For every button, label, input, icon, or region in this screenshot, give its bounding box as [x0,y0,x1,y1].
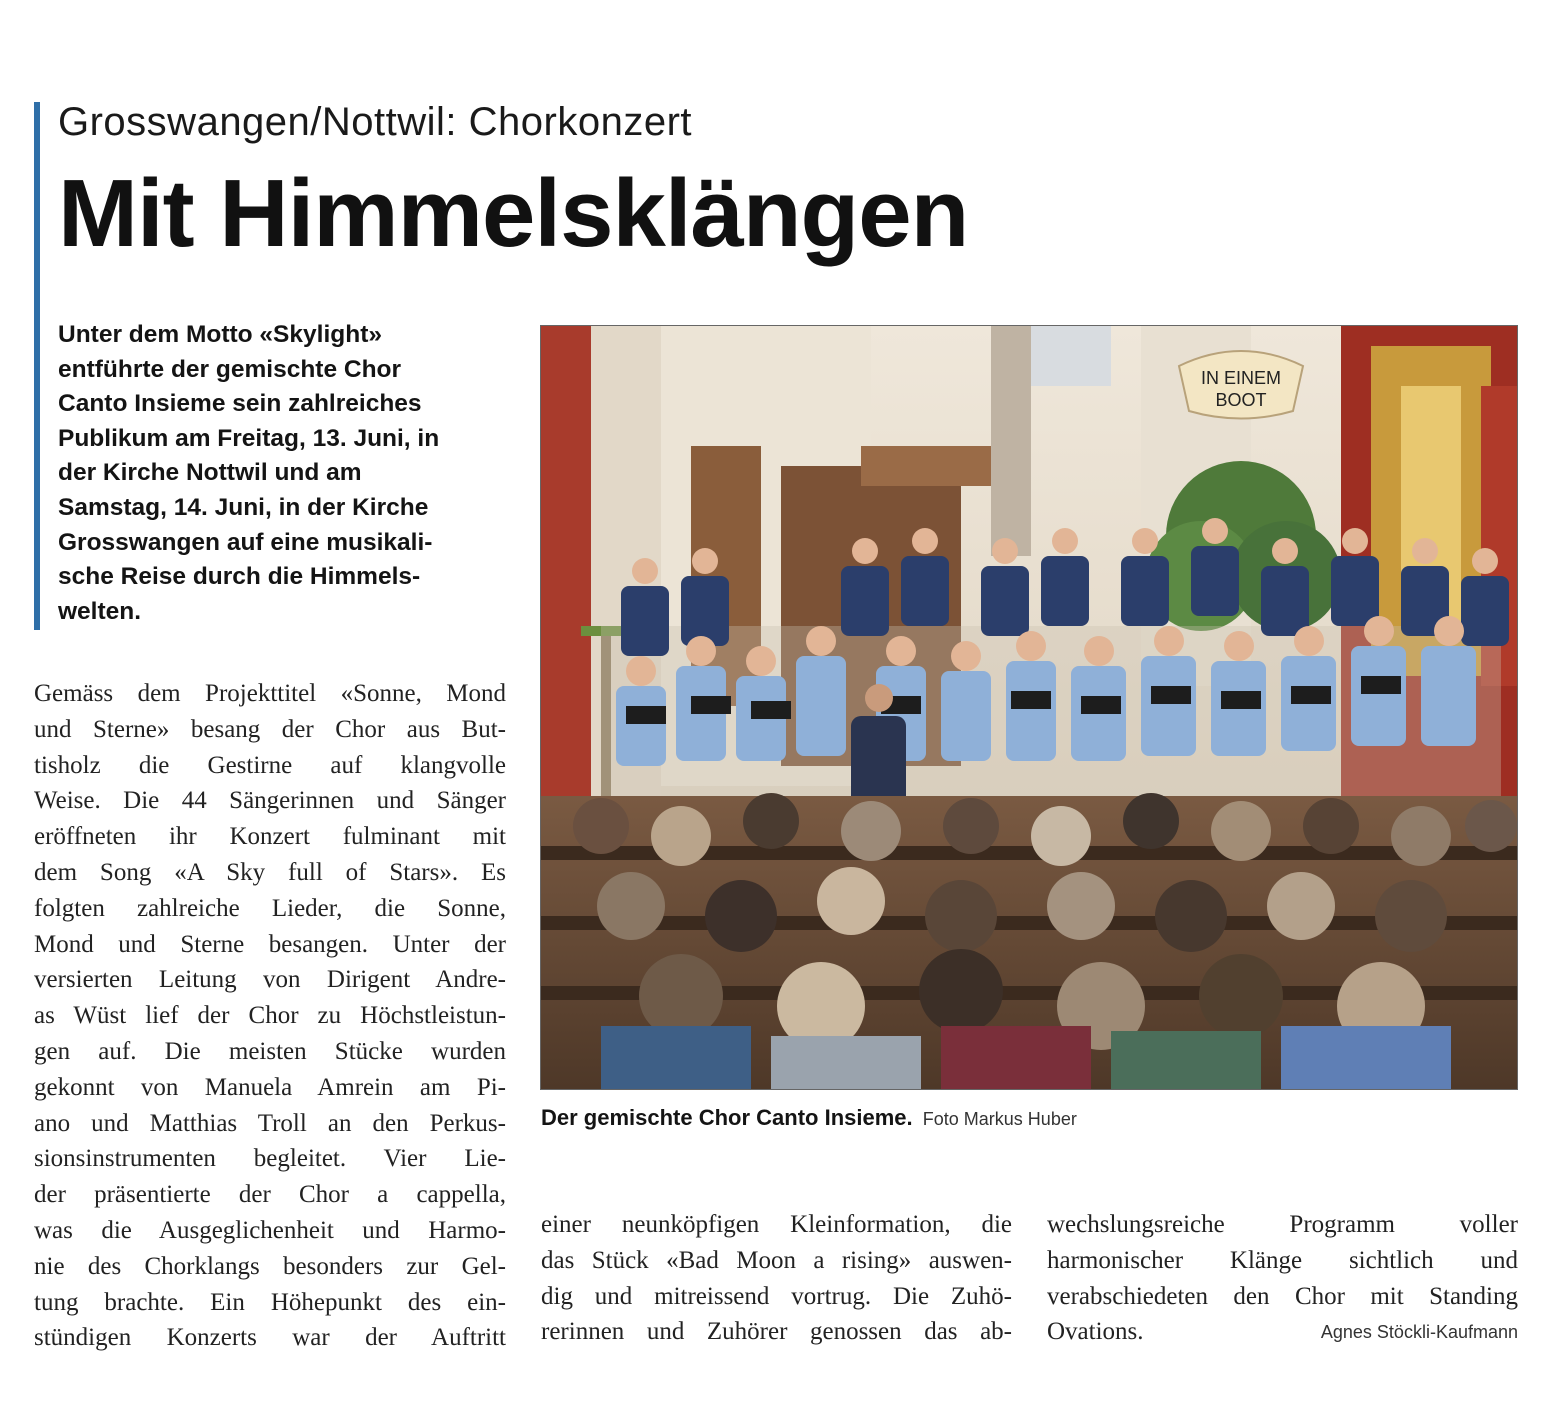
banner-line-2: BOOT [1215,390,1267,410]
lead-line: Samstag, 14. Juni, in der Kirche [58,493,429,521]
body-line: dem Song «A Sky full of Stars». Es [34,858,506,886]
body-line: sionsinstrumenten begleitet. Vier Lie- [34,1145,506,1173]
photo-caption [541,1102,1077,1135]
body-line: und Sterne» besang der Chor aus But- [34,715,506,743]
body-line: versierten Leitung von Dirigent Andre- [34,966,506,994]
body-line: folgten zahlreiche Lieder, die Sonne, [34,894,506,922]
caption-text: Der gemischte Chor Canto Insieme. [541,1105,913,1130]
body-line: das Stück «Bad Moon a rising» auswen- [541,1246,1012,1274]
body-column-2 [541,1207,1012,1350]
banner-line-1: IN EINEM [1200,368,1282,388]
body-line: eröffneten ihr Konzert fulminant mit [34,823,506,851]
lead-line: Canto Insieme sein zahlreiches [58,390,422,418]
body-line: harmonischer Klänge sichtlich und [1047,1246,1518,1274]
article-headline: Mit Himmelsklängen [58,160,969,267]
choir-photo [540,325,1518,1090]
body-line: stündigen Konzerts war der Auftritt [34,1324,506,1352]
body-line: was die Ausgeglichenheit und Harmo- [34,1216,506,1244]
body-line: tisholz die Gestirne auf klangvolle [34,751,506,779]
body-line: verabschiedeten den Chor mit Standing [1047,1282,1518,1310]
lead-line: Grosswangen auf eine musikali- [58,528,433,556]
lead-line: der Kirche Nottwil und am [58,459,362,487]
body-line: tung brachte. Ein Höhepunkt des ein- [34,1288,506,1316]
lead-line: sche Reise durch die Himmels- [58,563,421,591]
lead-line: welten. [58,597,142,625]
body-line: nie des Chorklangs besonders zur Gel- [34,1252,506,1280]
lead-line: entführte der gemischte Chor [58,355,402,383]
article-lead [58,318,506,629]
body-line: dig und mitreissend vortrug. Die Zuhö- [541,1282,1012,1310]
article-author: Agnes Stöckli-Kaufmann [1320,1322,1518,1342]
body-line: ano und Matthias Troll an den Perkus- [34,1109,506,1137]
accent-bar [34,102,40,630]
body-column-1 [34,676,506,1356]
body-line: Mond und Sterne besangen. Unter der [34,930,506,958]
body-line: Weise. Die 44 Sängerinnen und Sänger [34,787,506,815]
body-line: as Wüst lief der Chor zu Höchstleistun- [34,1002,506,1030]
body-line: gen auf. Die meisten Stücke wurden [34,1037,506,1065]
body-line: Ovations. [1047,1318,1144,1346]
article-kicker: Grosswangen/Nottwil: Chorkonzert [58,100,693,144]
body-line: der präsentierte der Chor a cappella, [34,1181,506,1209]
photo-credit: Foto Markus Huber [922,1109,1077,1129]
body-line: wechslungsreiche Programm voller [1047,1211,1518,1238]
lead-line: Unter dem Motto «Skylight» [58,321,382,348]
body-line: einer neunköpfigen Kleinformation, die [541,1211,1012,1238]
lead-line: Publikum am Freitag, 13. Juni, in [58,424,440,452]
body-line: rerinnen und Zuhörer genossen das ab- [541,1318,1012,1346]
body-line: Gemäss dem Projekttitel «Sonne, Mond [34,680,506,707]
body-line: gekonnt von Manuela Amrein am Pi- [34,1073,506,1101]
